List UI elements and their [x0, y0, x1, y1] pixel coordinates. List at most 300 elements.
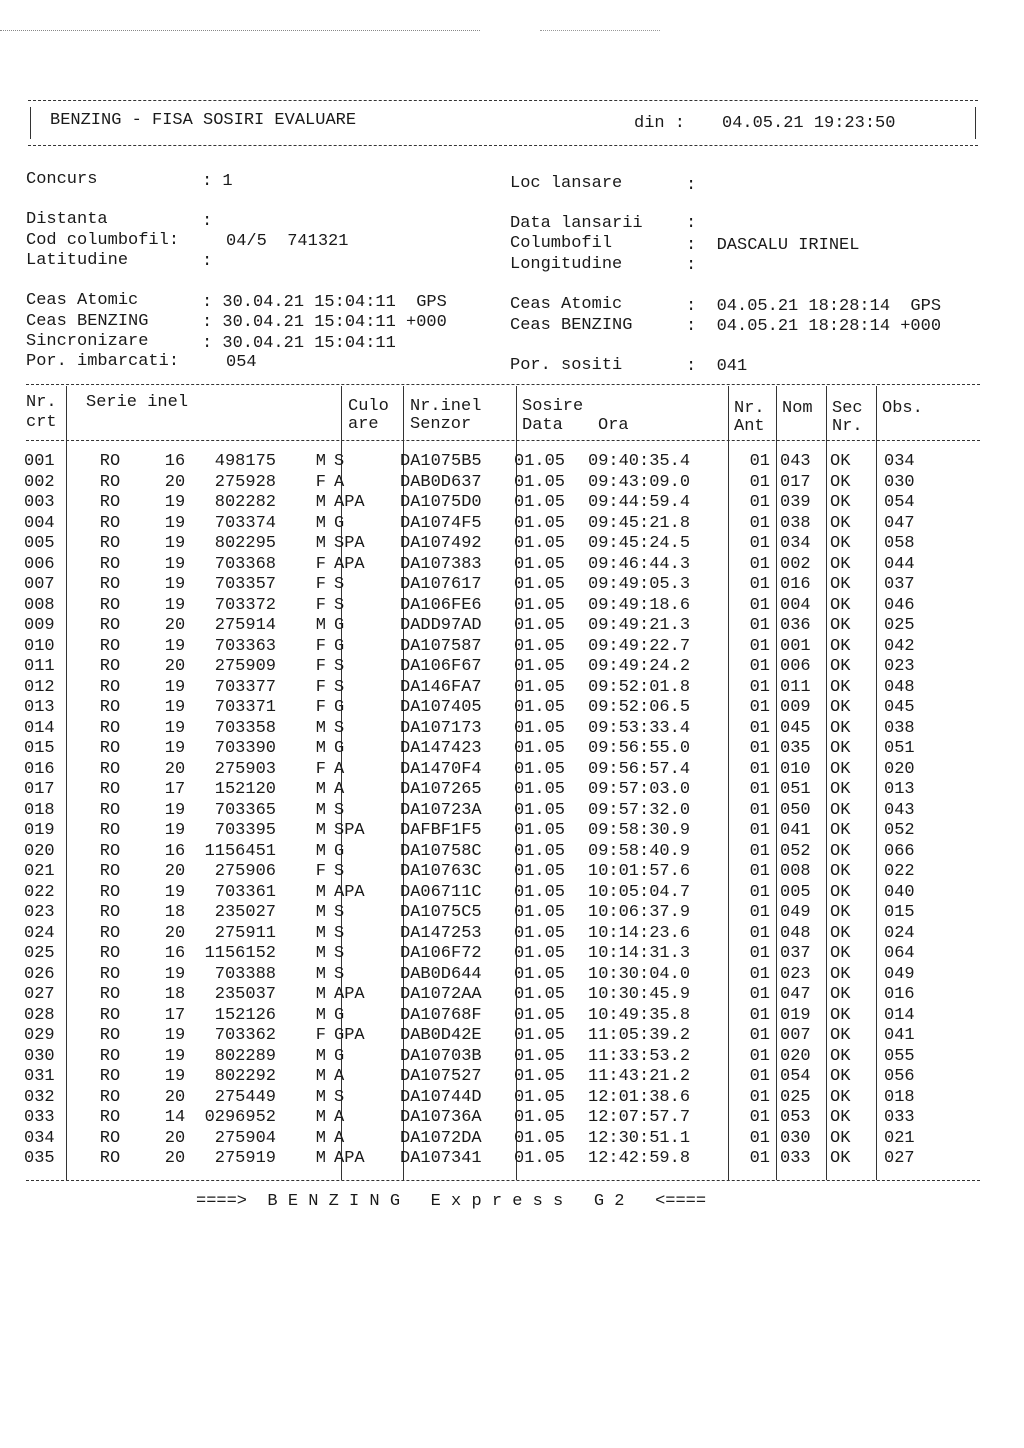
- ring-year: 19: [164, 677, 186, 697]
- sensor-id: DAB0D42E: [400, 1026, 482, 1045]
- table-row: [24, 575, 944, 596]
- sec-status: OK: [830, 739, 851, 758]
- row-nr: 015: [24, 739, 55, 758]
- ring-number: 152126: [214, 1005, 276, 1025]
- ring-year: 20: [164, 616, 186, 635]
- sec-status: OK: [830, 616, 851, 635]
- sex: M: [315, 513, 326, 533]
- nr-ant: 01: [749, 964, 770, 984]
- sec-status: OK: [830, 472, 851, 492]
- nom: 041: [780, 821, 811, 840]
- sensor-id: DA146FA7: [400, 677, 482, 697]
- sensor-id: DA107265: [400, 780, 482, 799]
- ring-year: 20: [164, 923, 186, 943]
- ring-number: 235027: [214, 903, 276, 922]
- arrival-date: 01.05: [514, 1087, 566, 1107]
- table-row: [24, 555, 944, 576]
- data-lansarii-value: :: [686, 214, 697, 233]
- nom: 023: [780, 964, 811, 984]
- obs: 023: [884, 657, 915, 676]
- color: S: [334, 452, 345, 471]
- sex: M: [315, 534, 326, 553]
- ring-year: 19: [164, 636, 186, 656]
- table-row: [24, 965, 944, 986]
- table-row: [24, 944, 944, 965]
- table-row: [24, 534, 944, 555]
- sex: M: [315, 1005, 326, 1025]
- arrival-date: 01.05: [514, 841, 566, 861]
- arrival-time: 09:40:35.4: [588, 452, 691, 471]
- sex: M: [315, 964, 326, 984]
- ring-year: 18: [164, 903, 186, 922]
- ring-country: RO: [99, 1005, 121, 1025]
- obs: 030: [884, 472, 915, 492]
- sec-status: OK: [830, 493, 851, 512]
- nr-ant: 01: [749, 616, 770, 635]
- nr-ant: 01: [749, 882, 770, 902]
- row-nr: 002: [24, 472, 55, 492]
- ring-country: RO: [99, 1046, 121, 1066]
- arrival-date: 01.05: [514, 882, 566, 902]
- ring-country: RO: [99, 616, 121, 635]
- ring-number: 802292: [214, 1067, 276, 1086]
- arrival-date: 01.05: [514, 1108, 566, 1127]
- sex: M: [315, 1067, 326, 1086]
- arrival-date: 01.05: [514, 923, 566, 943]
- nr-ant: 01: [749, 862, 770, 881]
- obs: 041: [884, 1026, 915, 1045]
- arrival-date: 01.05: [514, 575, 566, 594]
- obs: 066: [884, 841, 915, 861]
- nr-ant: 01: [749, 1046, 770, 1066]
- ring-number: 275909: [214, 657, 276, 676]
- ring-country: RO: [99, 513, 121, 533]
- sex: M: [315, 800, 326, 820]
- sensor-id: DA107587: [400, 636, 482, 656]
- row-nr: 019: [24, 821, 55, 840]
- arrival-time: 09:58:30.9: [588, 821, 691, 840]
- ring-year: 19: [164, 882, 186, 902]
- ring-number: 802282: [214, 493, 276, 512]
- row-nr: 028: [24, 1005, 55, 1025]
- sensor-id: DA1072AA: [400, 985, 482, 1004]
- arrival-time: 10:30:04.0: [588, 964, 691, 984]
- col-header-nr: Nr.: [26, 393, 57, 412]
- arrival-time: 10:05:04.7: [588, 882, 691, 902]
- arrival-time: 09:49:05.3: [588, 575, 691, 594]
- color: APA: [334, 493, 365, 512]
- table-header-rule: [26, 440, 980, 441]
- sex: M: [315, 718, 326, 738]
- color: G: [334, 616, 345, 635]
- table-row: [24, 862, 944, 883]
- table-row: [24, 657, 944, 678]
- ring-year: 19: [164, 1046, 186, 1066]
- sex: F: [315, 554, 326, 574]
- arrival-date: 01.05: [514, 657, 566, 676]
- arrival-date: 01.05: [514, 595, 566, 615]
- ring-year: 20: [164, 657, 186, 676]
- nom: 002: [780, 554, 811, 574]
- nom: 036: [780, 616, 811, 635]
- report-date-label: din :: [634, 114, 686, 133]
- arrival-time: 09:46:44.3: [588, 554, 691, 574]
- distanta-label: Distanta: [26, 210, 108, 229]
- nr-ant: 01: [749, 1128, 770, 1148]
- arrival-date: 01.05: [514, 677, 566, 697]
- ring-number: 703388: [214, 964, 276, 984]
- color: S: [334, 903, 345, 922]
- row-nr: 023: [24, 903, 55, 922]
- obs: 043: [884, 800, 915, 820]
- sensor-id: DA107173: [400, 718, 482, 738]
- arrival-time: 10:30:45.9: [588, 985, 691, 1004]
- arrival-time: 09:45:24.5: [588, 534, 691, 553]
- arrival-date: 01.05: [514, 944, 566, 963]
- arrival-time: 10:01:57.6: [588, 862, 691, 881]
- color: S: [334, 575, 345, 594]
- sensor-id: DA1470F4: [400, 759, 482, 779]
- row-nr: 016: [24, 759, 55, 779]
- ring-country: RO: [99, 677, 121, 697]
- concurs-value: : 1: [202, 172, 233, 191]
- sex: F: [315, 1026, 326, 1045]
- ring-country: RO: [99, 1067, 121, 1086]
- color: S: [334, 1087, 345, 1107]
- nr-ant: 01: [749, 944, 770, 963]
- obs: 044: [884, 554, 915, 574]
- nom: 009: [780, 698, 811, 717]
- sex: M: [315, 882, 326, 902]
- arrival-time: 11:43:21.2: [588, 1067, 691, 1086]
- nr-ant: 01: [749, 1067, 770, 1086]
- col-header-culo: Culo: [348, 397, 389, 416]
- nom: 011: [780, 677, 811, 697]
- ring-number: 498175: [214, 452, 276, 471]
- ring-country: RO: [99, 554, 121, 574]
- nom: 050: [780, 800, 811, 820]
- arrival-date: 01.05: [514, 472, 566, 492]
- sex: M: [315, 739, 326, 758]
- sex: M: [315, 1128, 326, 1148]
- report-title: BENZING - FISA SOSIRI EVALUARE: [50, 111, 357, 130]
- ring-year: 19: [164, 554, 186, 574]
- nr-ant: 01: [749, 1026, 770, 1045]
- row-nr: 020: [24, 841, 55, 861]
- obs: 054: [884, 493, 915, 512]
- row-nr: 008: [24, 595, 55, 615]
- ring-number: 275914: [214, 616, 276, 635]
- row-nr: 018: [24, 800, 55, 820]
- nr-ant: 01: [749, 534, 770, 553]
- row-nr: 001: [24, 452, 55, 471]
- table-row: [24, 452, 944, 473]
- obs: 052: [884, 821, 915, 840]
- arrival-time: 09:52:06.5: [588, 698, 691, 717]
- table-row: [24, 739, 944, 760]
- ring-country: RO: [99, 923, 121, 943]
- sensor-id: DAB0D637: [400, 472, 482, 492]
- sex: F: [315, 636, 326, 656]
- sensor-id: DA1075C5: [400, 903, 482, 922]
- sec-status: OK: [830, 677, 851, 697]
- sensor-id: DA10723A: [400, 800, 482, 820]
- sec-status: OK: [830, 923, 851, 943]
- ring-number: 703357: [214, 575, 276, 594]
- sex: F: [315, 862, 326, 881]
- arrival-time: 09:53:33.4: [588, 718, 691, 738]
- sec-status: OK: [830, 944, 851, 963]
- ring-number: 703368: [214, 554, 276, 574]
- nr-ant: 01: [749, 985, 770, 1004]
- sex: M: [315, 1087, 326, 1107]
- latitudine-value: :: [202, 252, 213, 271]
- cod-columbofil-label: Cod columbofil:: [26, 231, 180, 250]
- nom: 038: [780, 513, 811, 533]
- nom: 020: [780, 1046, 811, 1066]
- col-header-serie-inel: Serie inel: [86, 393, 189, 412]
- sec-status: OK: [830, 862, 851, 881]
- obs: 024: [884, 923, 915, 943]
- arrival-date: 01.05: [514, 1067, 566, 1086]
- concurs-label: Concurs: [26, 170, 98, 189]
- obs: 042: [884, 636, 915, 656]
- row-nr: 031: [24, 1067, 55, 1086]
- table-row: [24, 801, 944, 822]
- ring-number: 802295: [214, 534, 276, 553]
- ring-year: 16: [164, 841, 186, 861]
- nom: 017: [780, 472, 811, 492]
- arrival-date: 01.05: [514, 964, 566, 984]
- ring-year: 20: [164, 1087, 186, 1107]
- arrival-time: 10:14:31.3: [588, 944, 691, 963]
- sensor-id: DA10768F: [400, 1005, 482, 1025]
- nr-ant: 01: [749, 493, 770, 512]
- obs: 016: [884, 985, 915, 1004]
- color: A: [334, 759, 345, 779]
- obs: 027: [884, 1149, 915, 1168]
- obs: 034: [884, 452, 915, 471]
- row-nr: 027: [24, 985, 55, 1004]
- sex: F: [315, 575, 326, 594]
- sex: M: [315, 903, 326, 922]
- ring-country: RO: [99, 800, 121, 820]
- nom: 047: [780, 985, 811, 1004]
- ring-number: 703358: [214, 718, 276, 738]
- ring-country: RO: [99, 739, 121, 758]
- footer-banner: ====> B E N Z I N G E x p r e s s G 2 <====: [196, 1192, 707, 1211]
- color: APA: [334, 554, 365, 574]
- ring-number: 802289: [214, 1046, 276, 1066]
- ring-number: 703363: [214, 636, 276, 656]
- row-nr: 010: [24, 636, 55, 656]
- obs: 040: [884, 882, 915, 902]
- table-row: [24, 596, 944, 617]
- sec-status: OK: [830, 1067, 851, 1086]
- ring-number: 703374: [214, 513, 276, 533]
- columbofil-value: : DASCALU IRINEL: [686, 236, 860, 255]
- obs: 049: [884, 964, 915, 984]
- table-row: [24, 514, 944, 535]
- ring-country: RO: [99, 452, 121, 471]
- nom: 048: [780, 923, 811, 943]
- table-row: [24, 985, 944, 1006]
- col-header-sec-nr: Nr.: [832, 417, 863, 436]
- obs: 046: [884, 595, 915, 615]
- sensor-id: DA107341: [400, 1149, 482, 1168]
- ring-year: 19: [164, 964, 186, 984]
- obs: 064: [884, 944, 915, 963]
- ring-country: RO: [99, 759, 121, 779]
- color: G: [334, 698, 345, 717]
- row-nr: 030: [24, 1046, 55, 1066]
- ring-year: 20: [164, 759, 186, 779]
- sensor-id: DA106F67: [400, 657, 482, 676]
- color: S: [334, 964, 345, 984]
- table-row: [24, 1067, 944, 1088]
- sec-status: OK: [830, 841, 851, 861]
- arrival-date: 01.05: [514, 862, 566, 881]
- arrival-date: 01.05: [514, 739, 566, 758]
- sec-status: OK: [830, 1005, 851, 1025]
- ring-year: 14: [164, 1108, 186, 1127]
- ring-country: RO: [99, 985, 121, 1004]
- table-row: [24, 1006, 944, 1027]
- nom: 054: [780, 1067, 811, 1086]
- nr-ant: 01: [749, 759, 770, 779]
- nr-ant: 01: [749, 718, 770, 738]
- table-row: [24, 493, 944, 514]
- nr-ant: 01: [749, 739, 770, 758]
- arrival-time: 09:49:22.7: [588, 636, 691, 656]
- arrival-date: 01.05: [514, 903, 566, 922]
- table-top-rule: [26, 384, 980, 385]
- nom: 001: [780, 636, 811, 656]
- table-row: [24, 698, 944, 719]
- sex: M: [315, 452, 326, 471]
- ring-number: 703371: [214, 698, 276, 717]
- sex: M: [315, 780, 326, 799]
- arrival-time: 12:07:57.7: [588, 1108, 691, 1127]
- sensor-id: DA107492: [400, 534, 482, 553]
- sec-status: OK: [830, 759, 851, 779]
- arrival-time: 09:56:55.0: [588, 739, 691, 758]
- ring-number: 275904: [214, 1128, 276, 1148]
- color: G: [334, 1005, 345, 1025]
- row-nr: 007: [24, 575, 55, 594]
- arrival-date: 01.05: [514, 985, 566, 1004]
- arrival-date: 01.05: [514, 452, 566, 471]
- por-imbarcati-label: Por. imbarcati:: [26, 352, 180, 371]
- row-nr: 034: [24, 1128, 55, 1148]
- arrival-time: 10:49:35.8: [588, 1005, 691, 1025]
- row-nr: 024: [24, 923, 55, 943]
- ring-year: 19: [164, 718, 186, 738]
- obs: 013: [884, 780, 915, 799]
- nr-ant: 01: [749, 1005, 770, 1025]
- ring-year: 19: [164, 513, 186, 533]
- col-header-sec: Sec: [832, 399, 863, 418]
- sex: F: [315, 698, 326, 717]
- arrival-time: 09:44:59.4: [588, 493, 691, 512]
- ceas-atomic-end-value: : 04.05.21 18:28:14 GPS: [686, 297, 942, 316]
- row-nr: 032: [24, 1087, 55, 1107]
- ring-number: 235037: [214, 985, 276, 1004]
- row-nr: 017: [24, 780, 55, 799]
- obs: 018: [884, 1087, 915, 1107]
- sex: F: [315, 759, 326, 779]
- nom: 005: [780, 882, 811, 902]
- ring-country: RO: [99, 1087, 121, 1107]
- ceas-atomic-start-label: Ceas Atomic: [26, 291, 139, 310]
- sensor-id: DA1074F5: [400, 513, 482, 533]
- sec-status: OK: [830, 1149, 851, 1168]
- color: APA: [334, 1149, 365, 1168]
- ring-year: 19: [164, 821, 186, 840]
- cod-columbofil-value: 04/5 741321: [226, 232, 349, 251]
- color: S: [334, 595, 345, 615]
- por-imbarcati-value: 054: [226, 353, 257, 372]
- col-header-obs: Obs.: [882, 399, 923, 418]
- color: APA: [334, 985, 365, 1004]
- color: APA: [334, 882, 365, 902]
- arrival-time: 09:49:18.6: [588, 595, 691, 615]
- nom: 052: [780, 841, 811, 861]
- color: G: [334, 1046, 345, 1066]
- nom: 006: [780, 657, 811, 676]
- nr-ant: 01: [749, 698, 770, 717]
- nom: 008: [780, 862, 811, 881]
- ceas-benzing-end-value: : 04.05.21 18:28:14 +000: [686, 317, 942, 336]
- table-row: [24, 821, 944, 842]
- color: A: [334, 1128, 345, 1148]
- arrival-date: 01.05: [514, 513, 566, 533]
- row-nr: 021: [24, 862, 55, 881]
- col-header-crt: crt: [26, 413, 57, 432]
- ring-year: 20: [164, 1149, 186, 1168]
- sensor-id: DA107383: [400, 554, 482, 574]
- arrival-date: 01.05: [514, 800, 566, 820]
- arrival-date: 01.05: [514, 1046, 566, 1066]
- ring-year: 20: [164, 862, 186, 881]
- nom: 039: [780, 493, 811, 512]
- ring-number: 703361: [214, 882, 276, 902]
- nr-ant: 01: [749, 554, 770, 574]
- nr-ant: 01: [749, 780, 770, 799]
- arrival-time: 09:52:01.8: [588, 677, 691, 697]
- color: A: [334, 780, 345, 799]
- sensor-id: DA10758C: [400, 841, 482, 861]
- ring-number: 275911: [214, 923, 276, 943]
- ceas-benzing-end-label: Ceas BENZING: [510, 316, 633, 335]
- table-row: [24, 1088, 944, 1109]
- ring-country: RO: [99, 718, 121, 738]
- color: S: [334, 718, 345, 738]
- longitudine-label: Longitudine: [510, 255, 623, 274]
- obs: 037: [884, 575, 915, 594]
- ring-year: 17: [164, 1005, 186, 1025]
- sensor-id: DA107405: [400, 698, 482, 717]
- arrival-time: 11:05:39.2: [588, 1026, 691, 1045]
- sensor-id: DAFBF1F5: [400, 821, 482, 840]
- col-header-senzor: Senzor: [410, 415, 472, 434]
- sensor-id: DA10763C: [400, 862, 482, 881]
- ring-number: 275906: [214, 862, 276, 881]
- nom: 049: [780, 903, 811, 922]
- nr-ant: 01: [749, 1087, 770, 1107]
- sensor-id: DA1072DA: [400, 1128, 482, 1148]
- ring-year: 19: [164, 1067, 186, 1086]
